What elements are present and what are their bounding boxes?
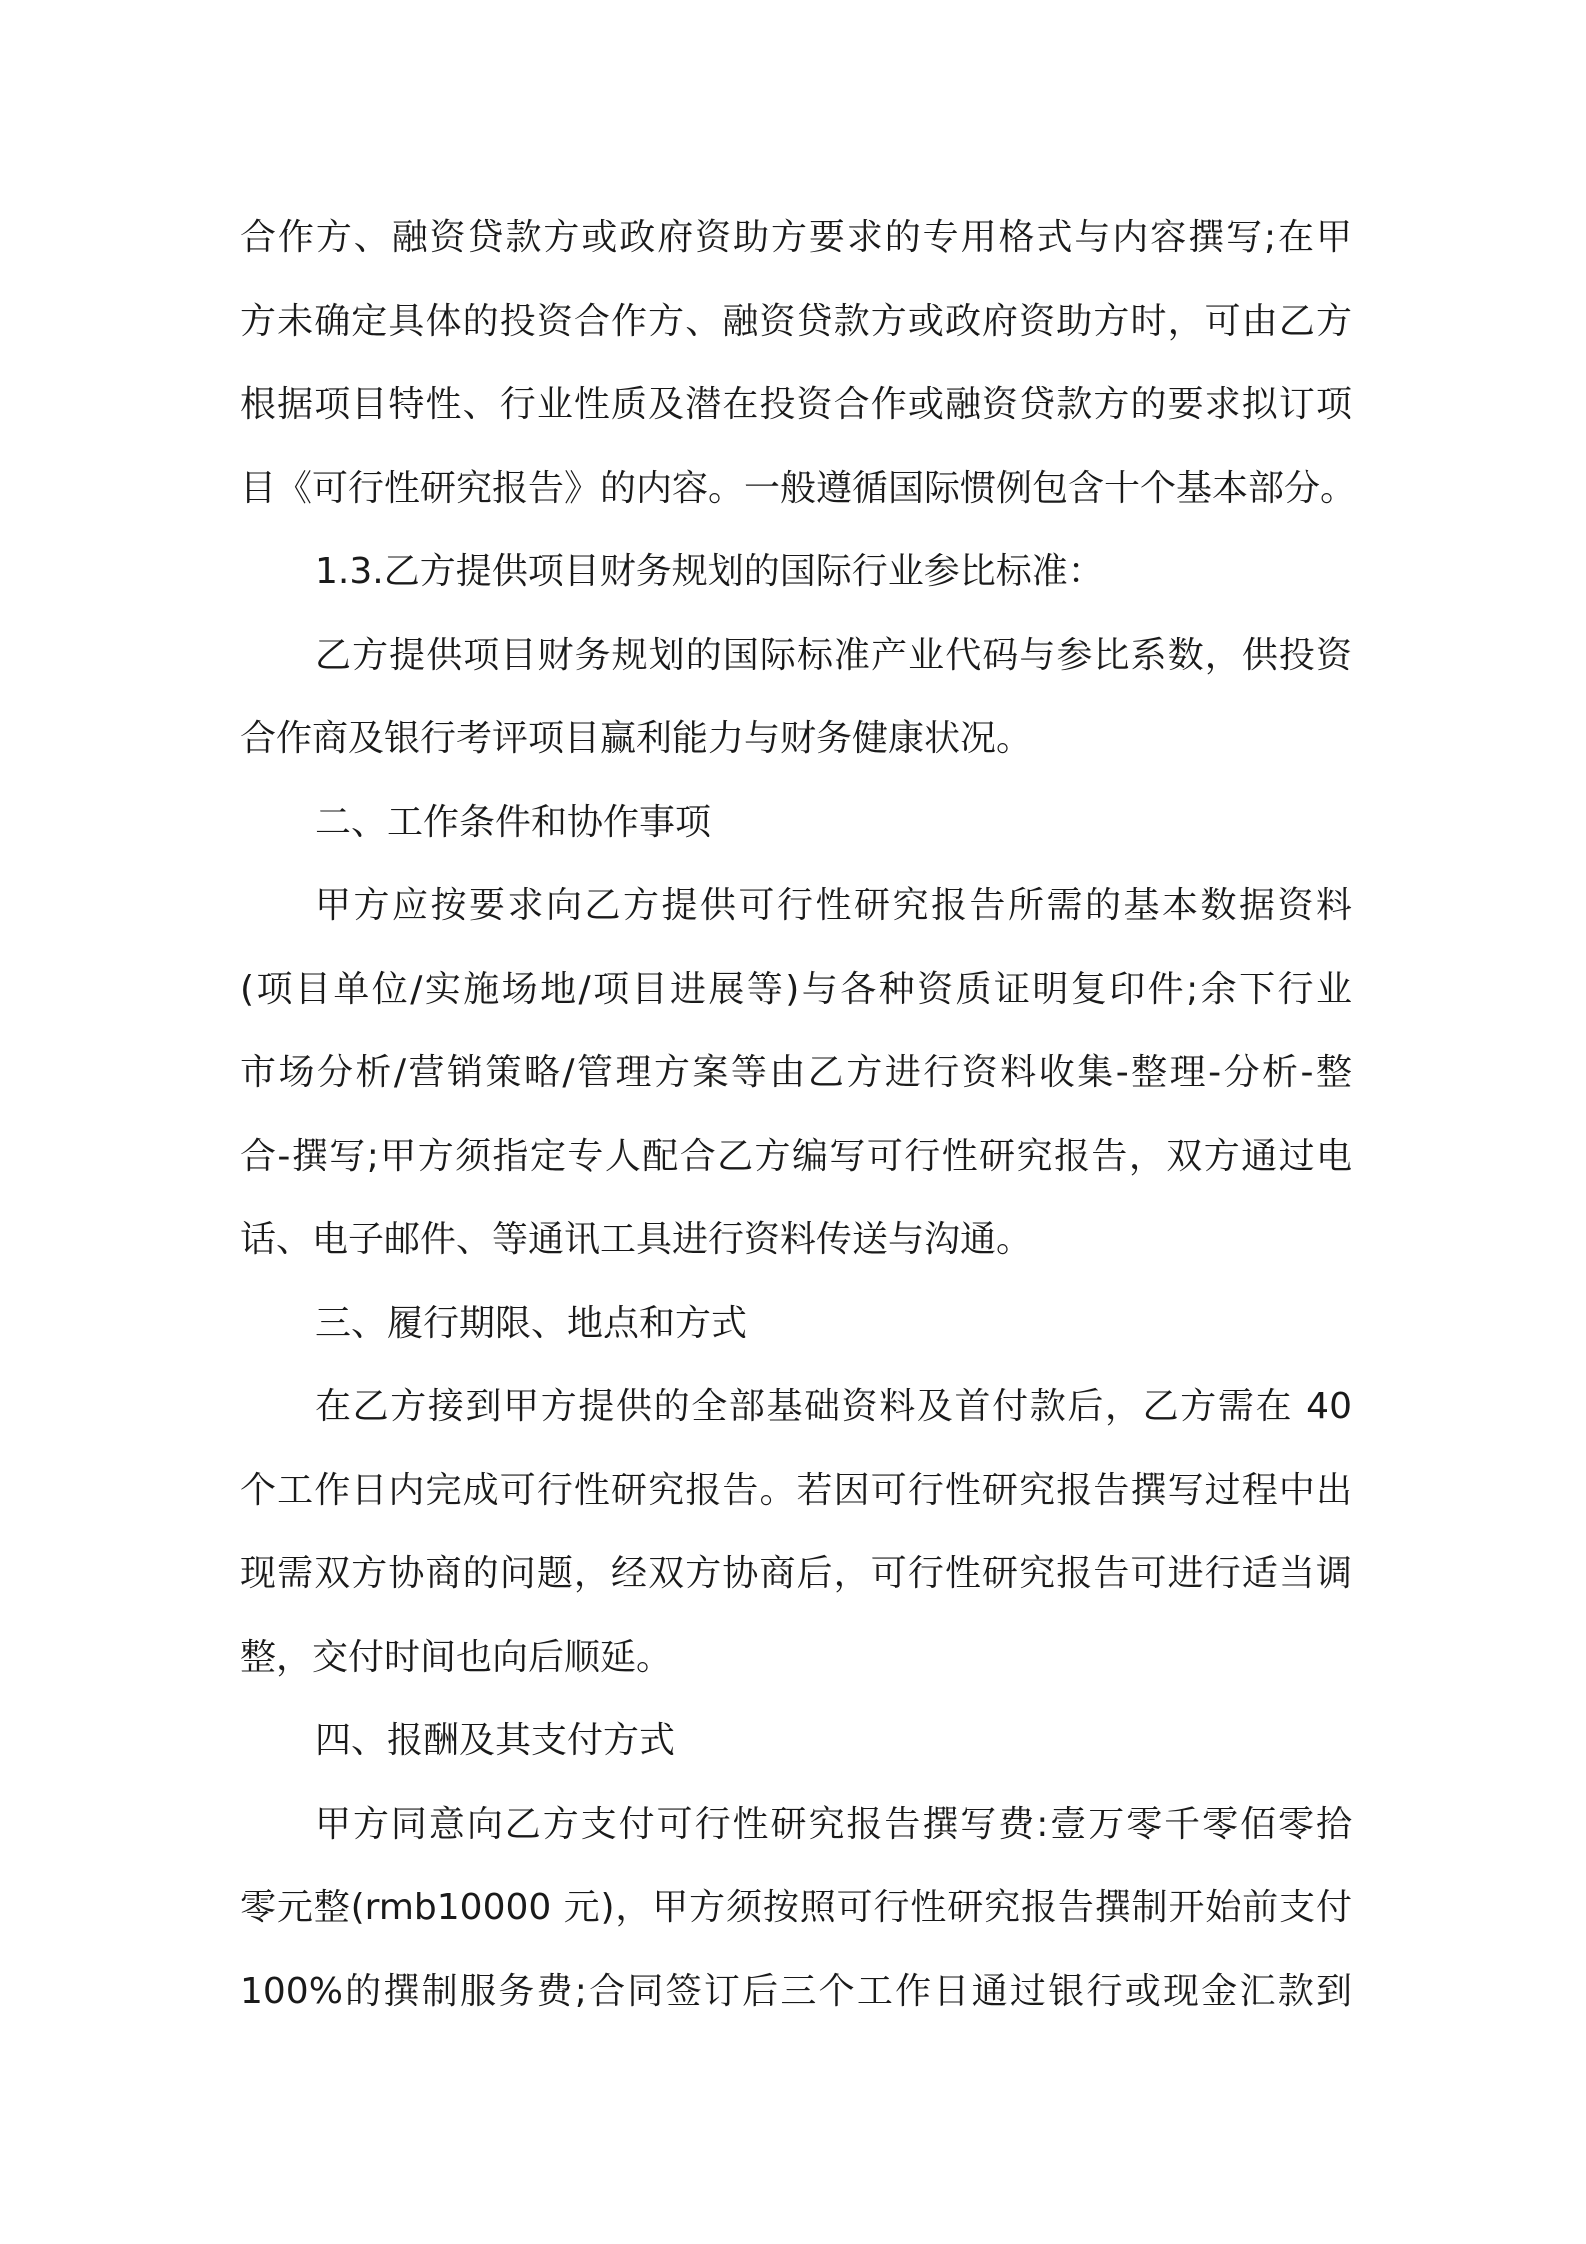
paragraph-line: 市场分析/营销策略/管理方案等由乙方进行资料收集-整理-分析-整: [240, 1052, 1352, 1093]
paragraph-line: 根据项目特性、行业性质及潜在投资合作或融资贷款方的要求拟订项: [240, 384, 1352, 425]
paragraph-line: 甲方同意向乙方支付可行性研究报告撰写费:壹万零千零佰零拾: [315, 1803, 1352, 1845]
section-heading: 1.3.乙方提供项目财务规划的国际行业参比标准：: [315, 551, 1104, 592]
paragraph-line: 零元整(rmb10000 元)，甲方须按照可行性研究报告撰制开始前支付: [240, 1887, 1352, 1928]
paragraph-line: 合作方、融资贷款方或政府资助方要求的专用格式与内容撰写;在甲: [240, 217, 1352, 258]
section-heading: 三、履行期限、地点和方式: [315, 1302, 748, 1344]
paragraph-line: 方未确定具体的投资合作方、融资贷款方或政府资助方时，可由乙方: [240, 300, 1352, 342]
paragraph-line: 个工作日内完成可行性研究报告。若因可行性研究报告撰写过程中出: [240, 1469, 1352, 1511]
paragraph-line: 现需双方协商的问题，经双方协商后，可行性研究报告可进行适当调: [240, 1553, 1352, 1594]
paragraph-line: 100%的撰制服务费;合同签订后三个工作日通过银行或现金汇款到: [240, 1970, 1352, 2012]
section-heading: 二、工作条件和协作事项: [315, 801, 712, 843]
paragraph-line: (项目单位/实施场地/项目进展等)与各种资质证明复印件;余下行业: [240, 968, 1352, 1010]
document-body: [240, 196, 1357, 2033]
paragraph-line: 话、电子邮件、等通讯工具进行资料传送与沟通。: [240, 1219, 1033, 1260]
paragraph-line: 在乙方接到甲方提供的全部基础资料及首付款后，乙方需在 40: [315, 1386, 1352, 1427]
paragraph-line: 甲方应按要求向乙方提供可行性研究报告所需的基本数据资料: [315, 885, 1352, 926]
paragraph-line: 乙方提供项目财务规划的国际标准产业代码与参比系数，供投资: [315, 634, 1352, 676]
paragraph-line: 目《可行性研究报告》的内容。一般遵循国际惯例包含十个基本部分。: [240, 467, 1357, 509]
paragraph-line: 合作商及银行考评项目赢利能力与财务健康状况。: [240, 718, 1033, 759]
section-heading: 四、报酬及其支付方式: [315, 1720, 676, 1761]
paragraph-line: 合-撰写;甲方须指定专人配合乙方编写可行性研究报告，双方通过电: [240, 1135, 1352, 1177]
paragraph-line: 整，交付时间也向后顺延。: [240, 1636, 673, 1678]
